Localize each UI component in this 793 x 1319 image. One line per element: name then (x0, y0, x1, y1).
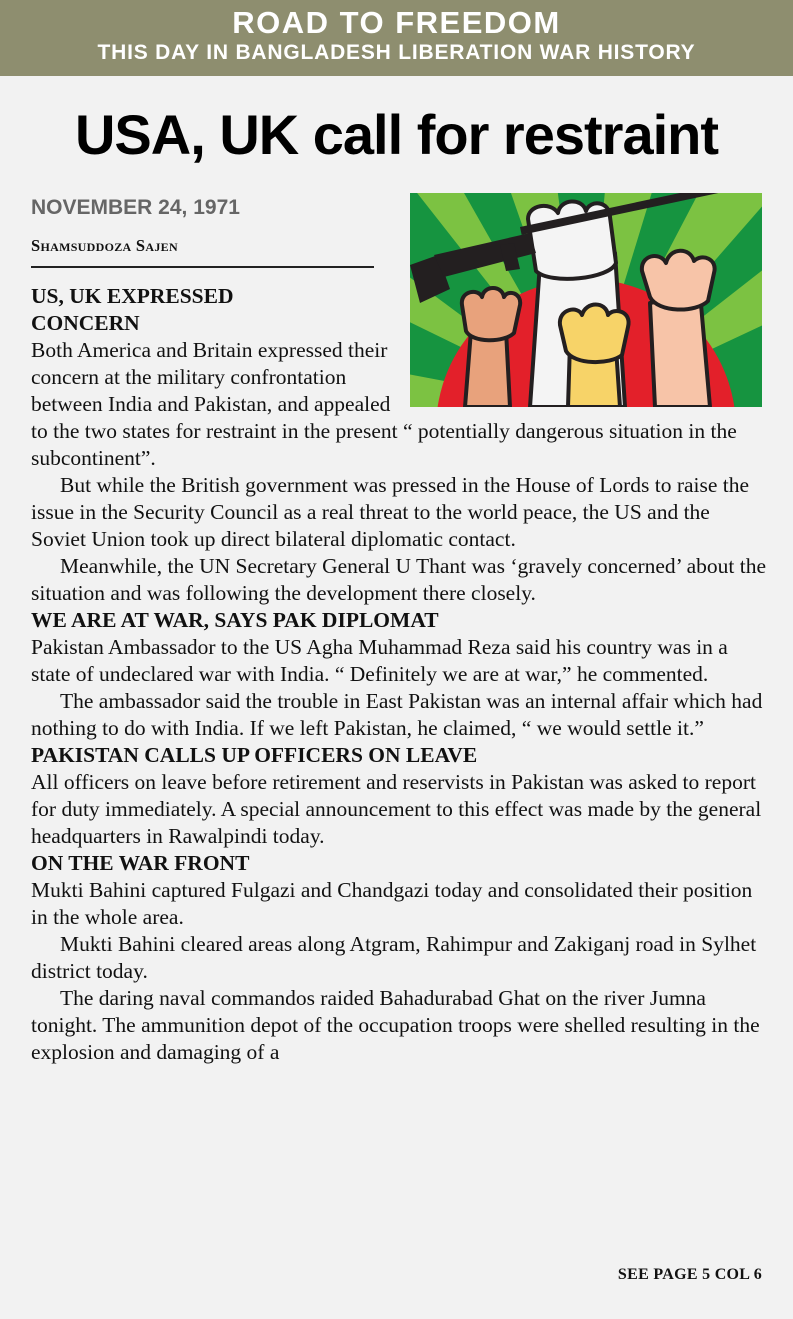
byline-divider (31, 266, 374, 268)
subheading-us-uk-concern: US, UK EXPRESSED CONCERN (31, 284, 234, 335)
byline: Shamsuddoza Sajen (31, 236, 178, 255)
paragraph: But while the British government was pressed in the House of Lords to raise the issue in the Security Council as a real threat to the world peace, the US and the Soviet Union took up direct bilateral diplomatic contact. (31, 473, 750, 551)
paragraph: Mukti Bahini captured Fulgazi and Chandgazi today and consolidated their position in the whole area. (31, 878, 753, 929)
headline: USA, UK call for restraint (74, 103, 719, 166)
paragraph: Pakistan Ambassador to the US Agha Muhammad Reza said his country was in a state of undeclared war with India. “ Definitely we are at war,” he commented. (31, 635, 728, 686)
subheading-officers-on-leave: PAKISTAN CALLS UP OFFICERS ON LEAVE (31, 743, 478, 767)
illustration-wrap-space (399, 283, 767, 409)
subheading-war-front: ON THE WAR FRONT (31, 851, 250, 875)
section-banner (0, 0, 793, 76)
paragraph: Meanwhile, the UN Secretary General U Thant was ‘gravely concerned’ about the situation and was following the development there closely. (31, 554, 767, 605)
continuation-note[interactable]: SEE PAGE 5 COL 6 (617, 1266, 762, 1283)
paragraph: Both America and Britain expressed their concern at the military confrontation between India and Pakistan, and appealed to the two states for restraint in the present “ potentially dangerous situation in the subcontinent”. (31, 338, 737, 470)
paragraph: The daring naval commandos raided Bahadurabad Ghat on the river Jumna tonight. The ammunition depot of the occupation troops were shelled resulting in the explosion and damaging of a (31, 986, 760, 1064)
dateline: NOVEMBER 24, 1971 (31, 196, 240, 219)
subheading-pak-diplomat: WE ARE AT WAR, SAYS PAK DIPLOMAT (31, 608, 439, 632)
paragraph: All officers on leave before retirement and reservists in Pakistan was asked to report for duty immediately. A special announcement to this effect was made by the general headquarters in Rawalpindi today. (31, 770, 762, 848)
banner-title: ROAD TO FREEDOM (232, 5, 561, 40)
paragraph: Mukti Bahini cleared areas along Atgram, Rahimpur and Zakiganj road in Sylhet district today. (31, 932, 757, 983)
article-body (31, 283, 767, 1066)
banner-subtitle: THIS DAY IN BANGLADESH LIBERATION WAR HISTORY (97, 41, 696, 64)
paragraph: The ambassador said the trouble in East Pakistan was an internal affair which had nothing to do with India. If we left Pakistan, he claimed, “ we would settle it.” (31, 689, 763, 740)
